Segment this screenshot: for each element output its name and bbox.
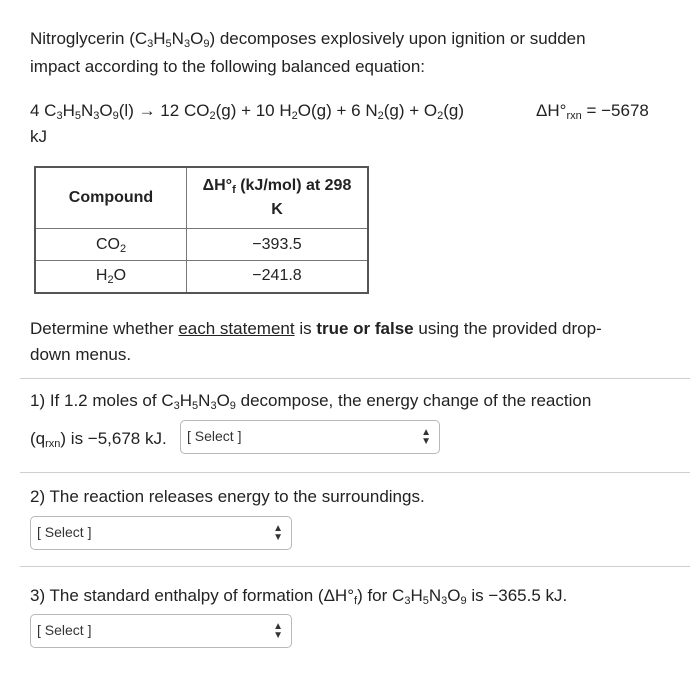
select-label: [ Select ] (187, 428, 242, 444)
question-3-select[interactable] (30, 614, 292, 648)
instructions-line-2: down menus. (30, 345, 132, 364)
divider (20, 378, 690, 379)
question-1-select[interactable] (180, 420, 440, 454)
question-1-line-1: 1) If 1.2 moles of $C_3H_5N_3O_9$ decompose, the energy change of the reaction (30, 391, 592, 412)
table-header-enthalpy: $\Delta H^\circ_f$ (kJ/mol) at 298 K (187, 167, 369, 229)
question-2-text: 2) The reaction releases energy to the surroundings. (30, 487, 425, 506)
reaction-enthalpy: $\Delta H^\circ_{rxn} = -5678$ (536, 101, 649, 122)
table-cell-value: −393.5 (187, 229, 369, 261)
enthalpy-table (34, 166, 369, 294)
question-3-text: 3) The standard enthalpy of formation $(\Delta H^\circ_f)$ for $C_3H_5N_3O_9$ is −365.5 kJ. (30, 586, 568, 607)
select-label: [ Select ] (37, 622, 92, 638)
table-row (35, 229, 368, 261)
up-down-arrows-icon: ▲ ▼ (273, 621, 283, 641)
instructions-line-1: Determine whether each statement is true or false using the provided drop- (30, 319, 602, 338)
balanced-equation: 4 $C_3H_5N_3O_9(l) \to 12$ $CO_2(g) + 10$ $H_2O(g) + 6$ $N_2(g) + O_2(g)$ (30, 101, 465, 122)
up-down-arrows-icon: ▲ ▼ (421, 427, 431, 447)
intro-line-2: impact according to the following balanced equation: (30, 57, 426, 76)
divider (20, 566, 690, 567)
question-2-select[interactable] (30, 516, 292, 550)
question-1-line-2: $(q_{rxn})$ is −5,678 kJ. (30, 429, 167, 450)
select-label: [ Select ] (37, 524, 92, 540)
divider (20, 472, 690, 473)
equation-unit: kJ (30, 127, 47, 146)
up-down-arrows-icon: ▲ ▼ (273, 523, 283, 543)
table-row (35, 261, 368, 293)
table-cell-compound: $H_2O$ (35, 261, 187, 293)
intro-line-1: Nitroglycerin $(C_3H_5N_3O_9)$ decomposes explosively upon ignition or sudden (30, 29, 586, 50)
table-cell-value: −241.8 (187, 261, 369, 293)
table-header-compound: Compound (35, 167, 187, 229)
table-cell-compound: $CO_2$ (35, 229, 187, 261)
